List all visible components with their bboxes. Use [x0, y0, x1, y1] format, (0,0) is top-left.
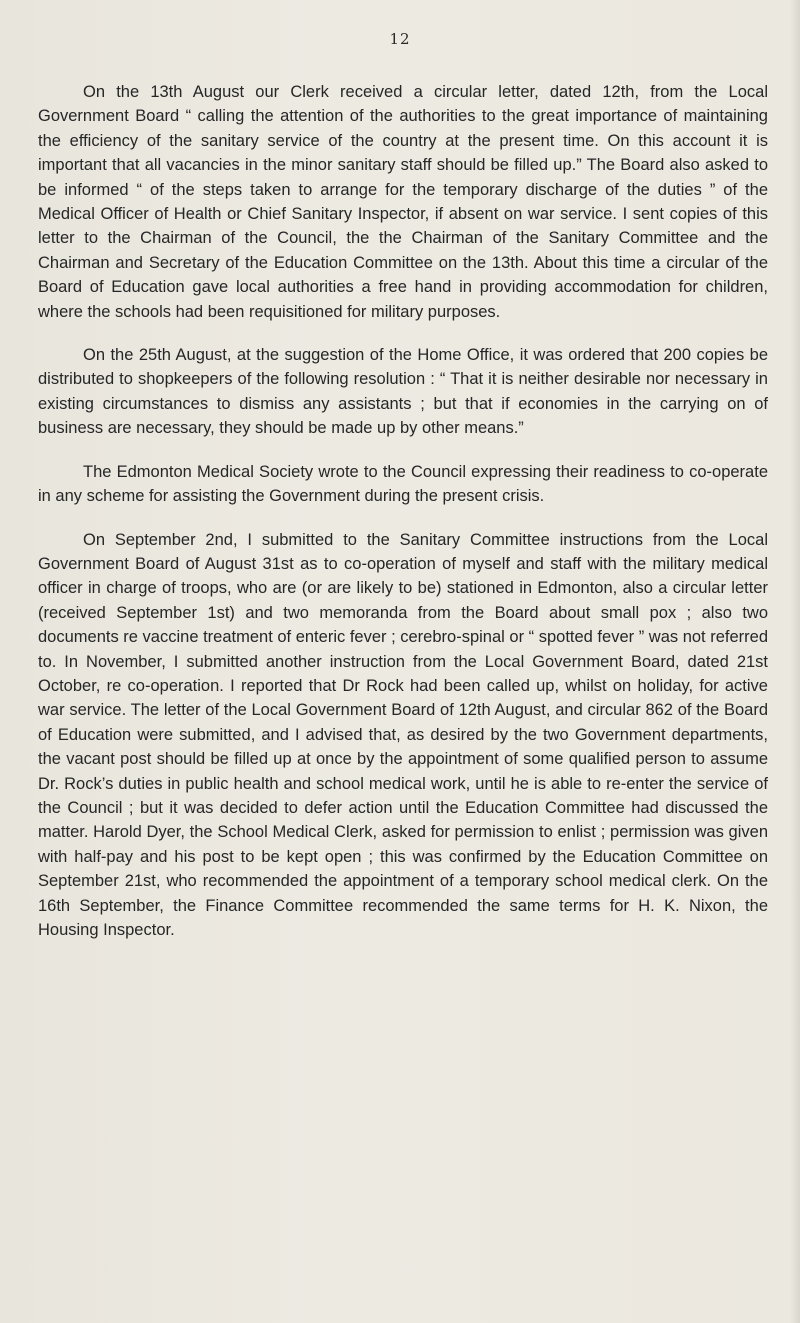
page-number: 12 [389, 30, 411, 48]
page-edge-shadow [790, 0, 800, 1323]
paragraph-circular-letter: On the 13th August our Clerk received a circular letter, dated 12th, from the Local Government Board “ calling the attention of the authorities to the great importance of maintaining the efficiency of the sanitary service of the country at the present time. On this account it is important that all vacancies in the minor sanitary staff should be filled up.” The Board also asked to be informed “ of the steps taken to arrange for the temporary discharge of the duties ” of the Medical Officer of Health or Chief Sanitary Inspector, if absent on war service. I sent copies of this letter to the Chairman of the Council, the the Chairman of the Sanitary Committee and the Chairman and Secretary of the Education Committee on the 13th. About this time a circular of the Board of Education gave local authorities a free hand in providing accommodation for children, where the schools had been requisitioned for military purposes. [38, 83, 768, 321]
body-text [38, 80, 768, 961]
paragraph-medical-society: The Edmonton Medical Society wrote to the Council expressing their readiness to co-operate in any scheme for assisting the Government during the present crisis. [38, 462, 768, 506]
paragraph-home-office-resolution: On the 25th August, at the suggestion of the Home Office, it was ordered that 200 copies be distributed to shopkeepers of the following resolution : “ That it is neither desirable nor necessary in existing circumstances to dismiss any assistants ; but that if economies in the carrying on of business are necessary, they should be made up by other means.” [38, 346, 768, 438]
paragraph-september-instructions: On September 2nd, I submitted to the Sanitary Committee instructions from the Local Government Board of August 31st as to co-operation of myself and staff with the military medical officer in charge of troops, who are (or are likely to be) stationed in Edmonton, also a circular letter (received September 1st) and two memoranda from the Board about small pox ; also two documents re vaccine treatment of enteric fever ; cerebro-spinal or “ spotted fever ” was not referred to. In November, I submitted another instruction from the Local Government Board, dated 21st October, re co-operation. I reported that Dr Rock had been called up, whilst on holiday, for active war service. The letter of the Local Government Board of 12th August, and circular 862 of the Board of Education were submitted, and I advised that, as desired by the two Government departments, the vacant post should be filled up at once by the appointment of some qualified person to assume Dr. Rock’s duties in public health and school medical work, until he is able to re-enter the service of the Council ; but it was decided to defer action until the Education Committee had discussed the matter. Harold Dyer, the School Medical Clerk, asked for permission to enlist ; permission was given with half-pay and his post to be kept open ; this was confirmed by the Education Committee on September 21st, who recommended the appointment of a temporary school medical clerk. On the 16th September, the Finance Committee recommended the same terms for H. K. Nixon, the Housing Inspector. [38, 530, 768, 939]
